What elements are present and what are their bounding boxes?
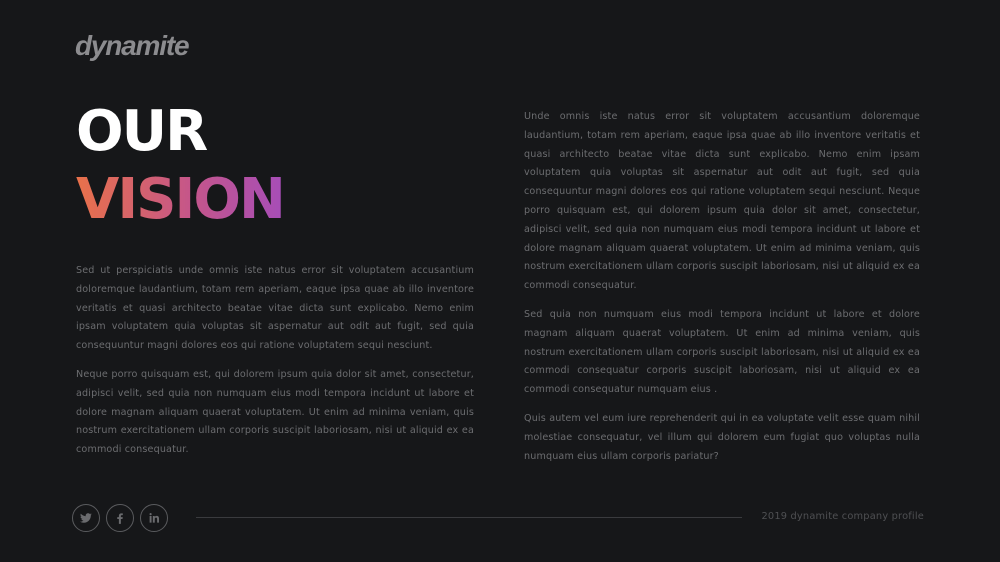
title-line-our: OUR [76, 99, 207, 164]
social-links [72, 504, 168, 532]
left-text-column [76, 262, 474, 470]
page-title [76, 99, 284, 232]
brand-logo: dynamite [75, 30, 189, 61]
facebook-icon [113, 511, 127, 525]
left-paragraph-2: Neque porro quisquam est, qui dolorem ipsum quia dolor sit amet, consectetur, adipisci velit, sed quia non numquam eius modi tempora incidunt ut labore et dolore magnam aliquam quaerat voluptatem. Ut enim ad minima veniam, quis nostrum exercitationem ullam corporis suscipit laboriosam, nisi ut aliquid ex ea commodi consequatur. [76, 368, 474, 456]
title-line-vision: VISION [76, 167, 284, 232]
footer-divider [196, 517, 742, 518]
footer-caption: 2019 dynamite company profile [761, 511, 924, 522]
linkedin-icon [147, 511, 161, 525]
facebook-button[interactable] [106, 504, 134, 532]
twitter-button[interactable] [72, 504, 100, 532]
right-paragraph-2: Sed quia non numquam eius modi tempora incidunt ut labore et dolore magnam aliquam quaerat voluptatem. Ut enim ad minima veniam, quis nostrum exercitationem ullam corporis suscipit laboriosam, nisi ut aliquid ex ea commodi consequatur corporis suscipit laboriosam, nisi ut aliquid ex ea commodi consequatur numquam eius . [524, 308, 920, 396]
linkedin-button[interactable] [140, 504, 168, 532]
right-paragraph-1: Unde omnis iste natus error sit voluptatem accusantium doloremque laudantium, totam rem aperiam, eaque ipsa quae ab illo inventore veritatis et quasi architecto beatae vitae dicta sunt explicabo. Nemo enim ipsam voluptatem quia voluptas sit aspernatur aut odit aut fugit, sed quia consequuntur magni dolores eos qui ratione voluptatem sequi nesciunt. Neque porro quisquam est, qui dolorem ipsum quia dolor sit amet, consectetur, adipisci velit, sed quia non numquam eius modi tempora incidunt ut labore et dolore magnam aliquam quaerat voluptatem. Ut enim ad minima veniam, quis nostrum exercitationem ullam corporis suscipit laboriosam, nisi ut aliquid ex ea commodi consequatur. [524, 111, 920, 292]
right-paragraph-3: Quis autem vel eum iure reprehenderit qui in ea voluptate velit esse quam nihil molestiae consequatur, vel illum qui dolorem eum fugiat quo voluptas nulla numquam eius ullam corporis pariatur? [524, 412, 920, 462]
left-paragraph-1: Sed ut perspiciatis unde omnis iste natus error sit voluptatem accusantium doloremque laudantium, totam rem aperiam, eaque ipsa quae ab illo inventore veritatis et quasi architecto beatae vitae dicta sunt explicabo. Nemo enim ipsam voluptatem quia voluptas sit aspernatur aut odit aut fugit, sed quia consequuntur magni dolores eos qui ratione voluptatem sequi nesciunt. [76, 265, 474, 352]
right-text-column [524, 108, 920, 476]
twitter-icon [79, 511, 93, 525]
